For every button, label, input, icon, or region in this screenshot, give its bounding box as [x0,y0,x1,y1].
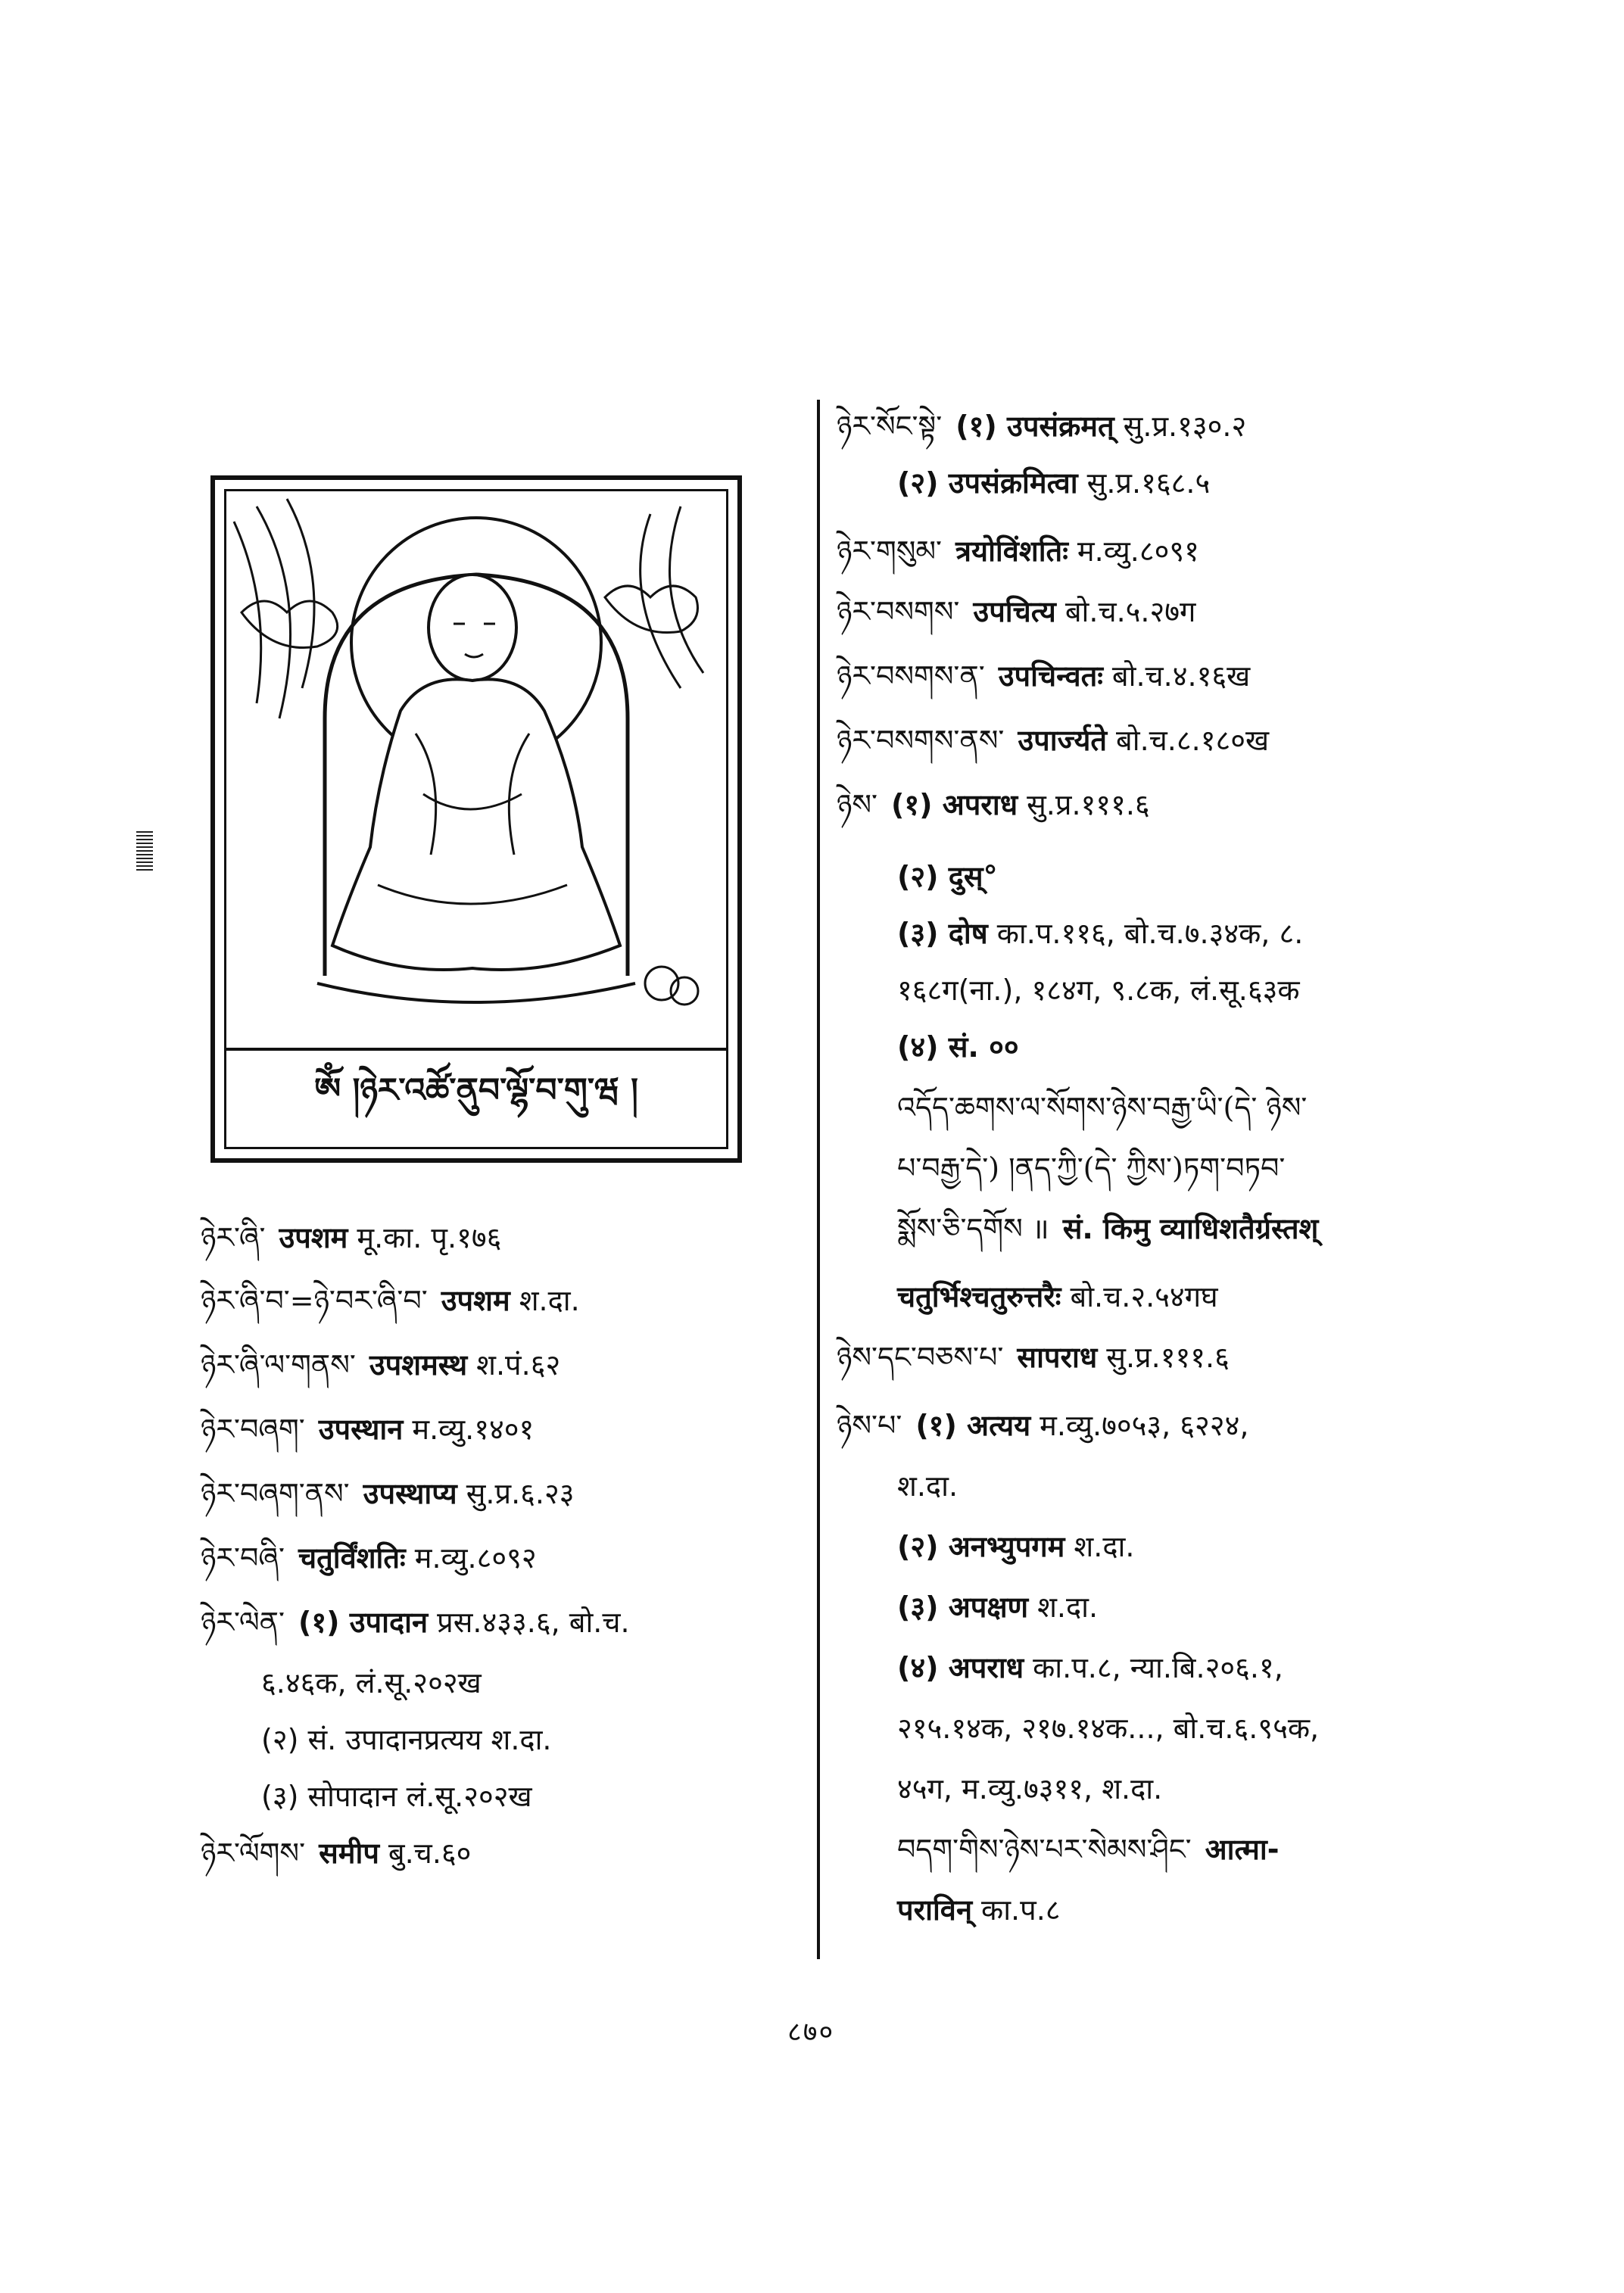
dictionary-entry [201,1836,471,1872]
sanskrit-gloss: चतुर्भिश्चतुरुत्तरैः [897,1280,1061,1313]
dictionary-line [837,1408,1248,1444]
tibetan-headword: ཉེར་ལོགས་ [201,1837,306,1870]
dictionary-line [897,973,1300,1009]
sanskrit-gloss: (१) अपराध [890,788,1018,821]
source-reference: म.व्यु.७०५३, ६२२४, [1040,1409,1249,1442]
column-divider [817,400,820,1959]
tibetan-headword: ཉེས་པ་ [837,1409,902,1442]
dictionary-line [897,1650,1283,1687]
dictionary-entry [201,1220,501,1257]
sanskrit-gloss: सापराध [1017,1341,1098,1374]
dictionary-entry [201,1476,575,1513]
sanskrit-gloss: चतुर्विंशतिः [298,1541,406,1575]
page-number: ८७० [787,2017,835,2048]
dictionary-entry [201,1283,580,1319]
source-reference: बो.च.८.१८०ख [1116,724,1270,757]
sanskrit-gloss: (२) दुस्° [897,860,998,893]
tibetan-headword: འདོད་ཆགས་ལ་སོགས་ཉེས་བརྒྱ་ཡི་(དེ་ ཉེས་ [897,1091,1308,1124]
dictionary-line [837,534,1199,570]
sanskrit-gloss: उपशमस्थ [369,1348,468,1382]
dictionary-line [897,1030,1028,1066]
dictionary-line [897,916,1303,952]
tibetan-headword: ཉེར་བསགས་ [837,595,960,628]
dictionary-line [897,859,1007,896]
source-reference: श.दा. [1074,1530,1135,1563]
entry-sense: (३) सोपादान लं.सू.२०२ख [261,1780,532,1813]
source-reference: १६८ग(ना.), १८४ग, ९.८क, लं.सू.६३क [897,974,1300,1007]
source-reference: बो.च.४.१६ख [1111,659,1251,693]
sanskrit-gloss: उपार्ज्यते [1018,724,1108,757]
dictionary-entry [201,1347,560,1384]
sanskrit-gloss: (४) अपराध [897,1651,1024,1684]
dictionary-line [897,1771,1162,1808]
tibetan-headword: ཉེར་ཞི་ [201,1221,266,1254]
tibetan-headword: ཉེར་ཞི་ལ་གནས་ [201,1348,356,1382]
tibetan-headword: ཉེར་བསགས་ན་ [837,659,985,693]
dictionary-line [897,1279,1218,1316]
source-reference: मू.का. पृ.१७६ [357,1221,502,1254]
dictionary-line [837,409,1246,445]
sanskrit-gloss: (३) दोष [897,917,988,950]
sanskrit-gloss: सं. किमु व्याधिशतैर्ग्रस्तश् [1062,1212,1319,1245]
dictionary-line [837,787,1150,824]
dictionary-line [897,1893,1061,1929]
sanskrit-gloss: त्रयोविंशतिः [955,534,1068,568]
tibetan-headword: ཉེར་ལེན་ [201,1606,285,1639]
sanskrit-gloss: उपस्थाप्य [363,1477,457,1510]
source-reference: बो.च.५.२७ग [1064,595,1196,628]
source-reference: सु.प्र.१११.६ [1027,788,1150,821]
tibetan-headword: ཉེར་བཞག་ [201,1413,305,1446]
entry-sense: (२) सं. उपादानप्रत्यय श.दा. [261,1723,552,1756]
tibetan-headword: ཉེར་གསུམ་ [837,534,943,568]
dictionary-line [897,1590,1098,1626]
dictionary-entry [201,1541,537,1577]
source-reference: म.व्यु.८०९१ [1077,534,1199,568]
tibetan-headword: ཉེས་དང་བཅས་པ་ [837,1341,1004,1374]
source-reference: प्रस.४३३.६, बो.च. [437,1606,630,1639]
dictionary-line [837,659,1250,695]
sanskrit-gloss: (४) सं. ०० [897,1030,1019,1064]
sanskrit-gloss: उपचिन्वतः [998,659,1103,693]
source-reference: २१५.१४क, २१७.१४क..., बो.च.६.९५क, [897,1712,1320,1745]
dictionary-line [837,1340,1230,1376]
tibetan-headword: ཉེས་ [837,788,877,821]
source-reference: म.व्यु.१४०१ [412,1413,535,1446]
sanskrit-gloss: उपशम [279,1221,348,1254]
source-reference: म.व्यु.८०९२ [414,1541,537,1575]
dictionary-line [897,1529,1134,1566]
tibetan-headword: ཉེར་བསགས་ནས་ [837,724,1005,757]
dictionary-line [837,594,1195,631]
dictionary-line [897,466,1210,502]
sanskrit-gloss: (१) उपादान [298,1606,429,1639]
sanskrit-gloss: पराविन् [897,1893,973,1927]
dictionary-line [897,1832,1289,1868]
source-reference: श.दा. [1037,1590,1099,1624]
seated-figure-illustration [226,491,718,1036]
sanskrit-gloss: (२) अनभ्युपगम [897,1530,1065,1563]
source-reference: बो.च.२.५४गघ [1070,1280,1218,1313]
dictionary-line [897,1090,1329,1126]
source-reference: का.प.८ [981,1893,1061,1927]
tibetan-headword: པ་བརྒྱ་དེ་) །ནད་ཀྱི་(དེ་ ཀྱིས་)ཏག་བཏབ་ [897,1151,1286,1185]
sanskrit-gloss: उपस्थान [318,1413,404,1446]
dictionary-entry [201,1412,534,1448]
source-reference: सु.प्र.१३०.२ [1123,410,1247,443]
source-reference: का.प.११६, बो.च.७.३४क, ८. [996,917,1304,950]
tibetan-headword: ཉེར་སོང་སྟེ་ [837,410,943,443]
source-reference: श.दा. [519,1284,580,1317]
source-reference: सु.प्र.६.२३ [466,1477,575,1510]
source-reference: सु.प्र.१६८.५ [1086,466,1211,500]
sanskrit-gloss: उपचित्य [973,595,1056,628]
tibetan-headword: ཉེར་ཞི་བ་=ཉེ་བར་ཞི་བ་ [201,1284,428,1317]
illustration-caption: ༀ །ཉེར་འཚོ་ནུབ་ལྷོ་བ་གུ་ཝ ། [224,1048,728,1149]
margin-tick-marks [136,831,153,871]
tibetan-headword: ཉེར་བཞི་ [201,1541,285,1575]
source-reference: सु.प्र.१११.६ [1106,1341,1230,1374]
illustration-frame [210,475,742,1163]
dictionary-line [897,1151,1308,1187]
tibetan-headword: བདག་གིས་ཉེས་པར་སེམས་ཤིང་ [897,1833,1192,1866]
source-reference: ४५ग, म.व्यु.७३११, श.दा. [897,1772,1163,1805]
source-reference: श.दा. [897,1469,959,1503]
tibetan-headword: ཉེར་བཞག་ནས་ [201,1477,350,1510]
source-reference: श.पं.६२ [476,1348,561,1382]
sanskrit-gloss: उपशम [441,1284,510,1317]
sanskrit-gloss: आत्मा- [1205,1833,1280,1866]
source-reference: का.प.८, न्या.बि.२०६.१, [1033,1651,1283,1684]
dictionary-line [897,1469,958,1505]
entry-continuation: ६.४६क, लं.सू.२०२ख [261,1666,482,1699]
dictionary-entry [201,1605,630,1641]
sanskrit-gloss: (३) अपक्षण [897,1590,1029,1624]
source-reference: बु.च.६० [388,1837,472,1870]
dictionary-line [897,1711,1319,1747]
sanskrit-gloss: (१) अत्यय [915,1409,1031,1442]
sanskrit-gloss: (१) उपसंक्रमत् [955,410,1114,443]
tibetan-headword: སྨོས་ཅི་དགོས ॥ [897,1212,1049,1245]
sanskrit-gloss: (२) उपसंक्रमित्वा [897,466,1078,500]
sanskrit-gloss: समीप [319,1837,379,1870]
dictionary-line [837,723,1269,759]
dictionary-line [897,1211,1327,1248]
